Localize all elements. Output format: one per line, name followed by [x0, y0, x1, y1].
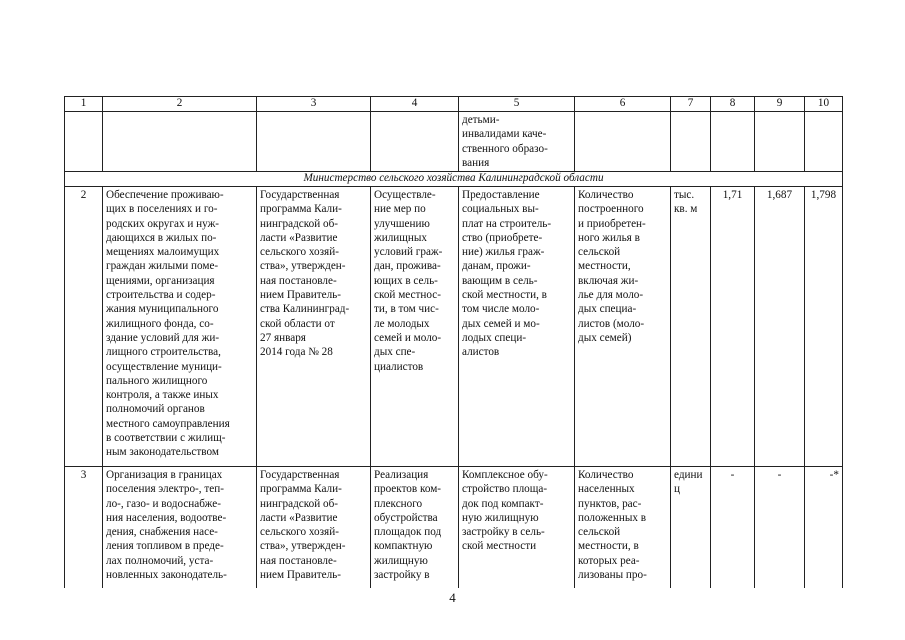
- text-line: мещениях малоимущих: [106, 246, 220, 259]
- text-line: ства Калининград-: [260, 303, 350, 316]
- text-line: ласти «Развитие: [260, 231, 338, 244]
- text-line: застройку в: [374, 569, 430, 582]
- text-line: условий граж-: [374, 246, 443, 259]
- text-line: тыс.: [674, 189, 695, 201]
- text-line: лищного строительства,: [106, 346, 221, 359]
- text-line: семей и моло-: [374, 331, 442, 344]
- header-cell: 5: [459, 97, 575, 112]
- header-cell: 4: [371, 97, 459, 112]
- text-line: дых спе-: [374, 346, 416, 359]
- cell-measure: [459, 467, 575, 589]
- text-line: лах полномочий, уста-: [106, 554, 214, 567]
- text-line: дых специа-: [578, 303, 637, 316]
- cell-text: [462, 468, 571, 554]
- table-row: [65, 187, 843, 467]
- cell-text: [578, 468, 667, 582]
- text-line: нинградской об-: [260, 217, 339, 230]
- text-line: социальных вы-: [462, 203, 539, 216]
- cell-text: [674, 188, 707, 217]
- text-line: Организация в границах: [106, 469, 223, 481]
- header-cell: 8: [711, 97, 755, 112]
- header-cell: 1: [65, 97, 103, 112]
- text-line: лье для моло-: [578, 289, 644, 302]
- ministry-heading: Министерство сельского хозяйства Калининградской области: [65, 172, 843, 187]
- cell-text: [374, 188, 455, 374]
- text-line: пунктов, рас-: [578, 497, 642, 510]
- cell-value-1: -: [711, 467, 755, 589]
- cell-text: [260, 468, 367, 582]
- text-line: в соответствии с жилищ-: [106, 432, 226, 445]
- text-line: ления топливом в преде-: [106, 540, 224, 553]
- text-line: Обеспечение проживаю-: [106, 189, 224, 201]
- cell-indicator: [575, 467, 671, 589]
- text-line: детьми-: [462, 114, 500, 126]
- text-line: дых семей): [578, 331, 632, 344]
- text-line: Государственная: [260, 469, 340, 481]
- text-line: плексного: [374, 497, 423, 510]
- text-line: циалистов: [374, 360, 424, 373]
- text-line: 27 января: [260, 331, 306, 344]
- text-line: населенных: [578, 483, 635, 496]
- text-line: и приобретен-: [578, 217, 646, 230]
- program-table: [64, 96, 843, 588]
- cell-text: [106, 188, 253, 460]
- text-line: нинградской об-: [260, 497, 339, 510]
- text-line: строительства и содер-: [106, 289, 216, 302]
- header-cell: 9: [755, 97, 805, 112]
- text-line: дающихся в жилых по-: [106, 231, 217, 244]
- text-line: жания муниципального: [106, 303, 219, 316]
- text-line: ного жилья в: [578, 231, 640, 244]
- text-line: сельской: [578, 246, 621, 259]
- text-line: контроля, а также иных: [106, 389, 219, 402]
- text-line: ской местности, в: [462, 289, 547, 302]
- table-row: [65, 467, 843, 589]
- text-line: ства», утвержден-: [260, 540, 346, 553]
- text-line: ской местности: [462, 540, 537, 553]
- text-line: проектов ком-: [374, 483, 442, 496]
- text-line: включая жи-: [578, 274, 639, 287]
- text-line: плат на строитель-: [462, 217, 552, 230]
- text-line: ние мер по: [374, 203, 426, 216]
- cell-value-2: 1,687: [755, 187, 805, 467]
- text-line: ласти «Развитие: [260, 511, 338, 524]
- text-line: Комплексное обу-: [462, 469, 548, 481]
- text-line: сельского хозяй-: [260, 246, 339, 259]
- text-line: новленных законодатель-: [106, 569, 227, 582]
- text-line: ле молодых: [374, 317, 430, 330]
- text-line: листов (моло-: [578, 317, 645, 330]
- header-row: [65, 97, 843, 112]
- text-line: ющих в сель-: [374, 274, 438, 287]
- text-line: дения, снабжения насе-: [106, 526, 218, 539]
- text-line: нием Правитель-: [260, 569, 341, 582]
- text-line: сельского хозяй-: [260, 526, 339, 539]
- text-line: данам, прожи-: [462, 260, 531, 273]
- text-line: ния населения, водоотве-: [106, 511, 227, 524]
- text-line: ным законодательством: [106, 446, 219, 459]
- cell-measure: [459, 187, 575, 467]
- text-line: местности, в: [578, 540, 639, 553]
- continued-row: [65, 112, 843, 172]
- text-line: стройство площа-: [462, 483, 548, 496]
- text-line: нием Правитель-: [260, 289, 341, 302]
- text-line: Осуществле-: [374, 189, 436, 201]
- text-line: ской местнос-: [374, 289, 441, 302]
- cell-unit: [671, 467, 711, 589]
- text-line: алистов: [462, 346, 500, 359]
- cell-text: [578, 188, 667, 345]
- text-line: здание условий для жи-: [106, 331, 220, 344]
- header-cell: 6: [575, 97, 671, 112]
- text-line: жилищную: [374, 554, 428, 567]
- text-line: сельской: [578, 526, 621, 539]
- cell-unit: [671, 187, 711, 467]
- header-cell: 3: [257, 97, 371, 112]
- cell-activity: [371, 467, 459, 589]
- text-line: обустройства: [374, 511, 438, 524]
- text-line: жилищного фонда, со-: [106, 317, 214, 330]
- text-line: Реализация: [374, 469, 429, 481]
- text-line: местного самоуправления: [106, 417, 230, 430]
- cell-authority: [103, 467, 257, 589]
- header-cell: 2: [103, 97, 257, 112]
- text-line: ная постановле-: [260, 274, 337, 287]
- text-line: щих в поселениях и го-: [106, 203, 218, 216]
- cell-value-3: -*: [805, 467, 843, 589]
- header-cell: 10: [805, 97, 843, 112]
- text-line: осуществление муници-: [106, 360, 222, 373]
- cell-text: [374, 468, 455, 582]
- text-line: лизованы про-: [578, 569, 647, 582]
- text-line: ние) жилья граж-: [462, 246, 545, 259]
- text-line: 2014 года № 28: [260, 346, 333, 359]
- header-cell: 7: [671, 97, 711, 112]
- text-line: ство (приобрете-: [462, 231, 543, 244]
- text-line: программа Кали-: [260, 203, 342, 216]
- cell-authority: [103, 187, 257, 467]
- cell-program: [257, 187, 371, 467]
- cell-program: [257, 467, 371, 589]
- text-line: Государственная: [260, 189, 340, 201]
- cell-indicator: [575, 187, 671, 467]
- text-line: компактную: [374, 540, 433, 553]
- text-line: дан, прожива-: [374, 260, 441, 273]
- ministry-row: [65, 172, 843, 187]
- text-line: поселения электро-, теп-: [106, 483, 224, 496]
- text-line: улучшению: [374, 217, 430, 230]
- cell-text: [106, 468, 253, 582]
- cell-text: [462, 113, 571, 170]
- text-line: щениями, организация: [106, 274, 215, 287]
- text-line: ную жилищную: [462, 511, 539, 524]
- text-line: положенных в: [578, 511, 647, 524]
- cell-value-2: -: [755, 467, 805, 589]
- cell-value-3: 1,798: [805, 187, 843, 467]
- text-line: программа Кали-: [260, 483, 342, 496]
- text-line: вания: [462, 156, 490, 169]
- text-line: ственного образо-: [462, 142, 548, 155]
- text-line: кв. м: [674, 203, 698, 216]
- row-number: 2: [65, 187, 103, 467]
- text-line: ства», утвержден-: [260, 260, 346, 273]
- text-line: единиц: [674, 469, 703, 496]
- text-line: жилищных: [374, 231, 427, 244]
- cell-activity: [371, 187, 459, 467]
- cell-text: [260, 188, 367, 360]
- text-line: лодых специ-: [462, 331, 527, 344]
- text-line: вающим в сель-: [462, 274, 538, 287]
- text-line: пального жилищного: [106, 374, 208, 387]
- cell-text: [674, 468, 707, 497]
- continued-cell-col5: [459, 112, 575, 172]
- text-line: родских округах и нуж-: [106, 217, 220, 230]
- cell-text: [462, 188, 571, 360]
- text-line: Количество: [578, 189, 634, 201]
- text-line: инвалидами каче-: [462, 128, 547, 141]
- page-number: 4: [449, 590, 456, 605]
- text-line: местности,: [578, 260, 631, 273]
- cell-value-1: 1,71: [711, 187, 755, 467]
- text-line: Количество: [578, 469, 634, 481]
- text-line: полномочий органов: [106, 403, 205, 416]
- text-line: том числе моло-: [462, 303, 540, 316]
- text-line: док под компакт-: [462, 497, 544, 510]
- text-line: ная постановле-: [260, 554, 337, 567]
- text-line: застройку в сель-: [462, 526, 545, 539]
- text-line: дых семей и мо-: [462, 317, 540, 330]
- text-line: площадок под: [374, 526, 442, 539]
- text-line: которых реа-: [578, 554, 640, 567]
- text-line: построенного: [578, 203, 644, 216]
- text-line: ской области от: [260, 317, 335, 330]
- text-line: ло-, газо- и водоснабже-: [106, 497, 221, 510]
- text-line: граждан жилыми поме-: [106, 260, 219, 273]
- text-line: ти, в том чис-: [374, 303, 439, 316]
- row-number: 3: [65, 467, 103, 589]
- text-line: Предоставление: [462, 189, 540, 201]
